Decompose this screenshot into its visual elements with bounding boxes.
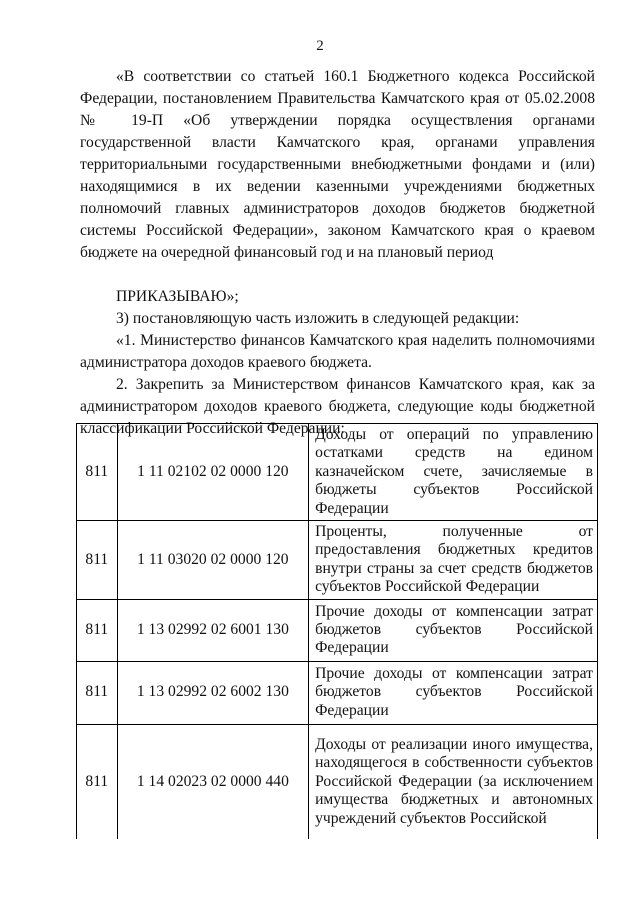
clause-2: 2. Закрепить за Министерством финансов Камчатского края, как за администратором доходов краевого бюджета, следующие коды бюджетной классификации Российской Федерации: xyxy=(80,376,595,437)
income-name-cell: Прочие доходы от компенсации затрат бюджетов субъектов Российской Федерации xyxy=(309,599,598,661)
table-row xyxy=(77,724,598,839)
table-row xyxy=(77,661,598,724)
budget-codes-table xyxy=(76,423,598,839)
admin-code-cell: 811 xyxy=(77,724,118,839)
document-body xyxy=(80,66,595,440)
admin-code-cell: 811 xyxy=(77,599,118,661)
table-row xyxy=(77,521,598,600)
page-number: 2 xyxy=(316,38,324,54)
order-word: ПРИКАЗЫВАЮ»; xyxy=(116,288,239,305)
clause-1: «1. Министерство финансов Камчатского края наделить полномочиями администратора доходов краевого бюджета. xyxy=(80,332,595,371)
budget-code-cell: 1 11 02102 02 0000 120 xyxy=(117,424,308,521)
budget-code-cell: 1 13 02992 02 6001 130 xyxy=(117,599,308,661)
admin-code-cell: 811 xyxy=(77,521,118,600)
income-name-cell: Проценты, полученные от предоставления бюджетных кредитов внутри страны за счет средств бюджетов субъектов Российской Федерации xyxy=(309,521,598,600)
admin-code-cell: 811 xyxy=(77,424,118,521)
income-name-cell: Доходы от операций по управлению остатками средств на едином казначейском счете, зачисляемые в бюджеты субъектов Российской Федерации xyxy=(309,424,598,521)
income-name-cell: Доходы от реализации иного имущества, находящегося в собственности субъектов Российской Федерации (за исключением имущества бюджетных и автономных учреждений субъектов Российской xyxy=(309,724,598,839)
amendment-clause: 3) постановляющую часть изложить в следующей редакции: xyxy=(116,310,520,327)
table-row xyxy=(77,424,598,521)
admin-code-cell: 811 xyxy=(77,661,118,724)
budget-code-cell: 1 13 02992 02 6002 130 xyxy=(117,661,308,724)
preamble-paragraph: «В соответствии со статьей 160.1 Бюджетного кодекса Российской Федерации, постановлением Правительства Камчатского края от 05.02.2008 № 19-П «Об утверждении порядка осуществления органами государственной власти Камчатского края, органами управления территориальными государственными внебюджетными фондами и (или) находящимися в их ведении казенными учреждениями бюджетных полномочий главных администраторов доходов бюджетов бюджетной системы Российской Федерации», законом Камчатского края о краевом бюджете на очередной финансовый год и на плановый период xyxy=(80,68,595,261)
income-name-cell: Прочие доходы от компенсации затрат бюджетов субъектов Российской Федерации xyxy=(309,661,598,724)
budget-code-cell: 1 11 03020 02 0000 120 xyxy=(117,521,308,600)
budget-code-cell: 1 14 02023 02 0000 440 xyxy=(117,724,308,839)
table-row xyxy=(77,599,598,661)
